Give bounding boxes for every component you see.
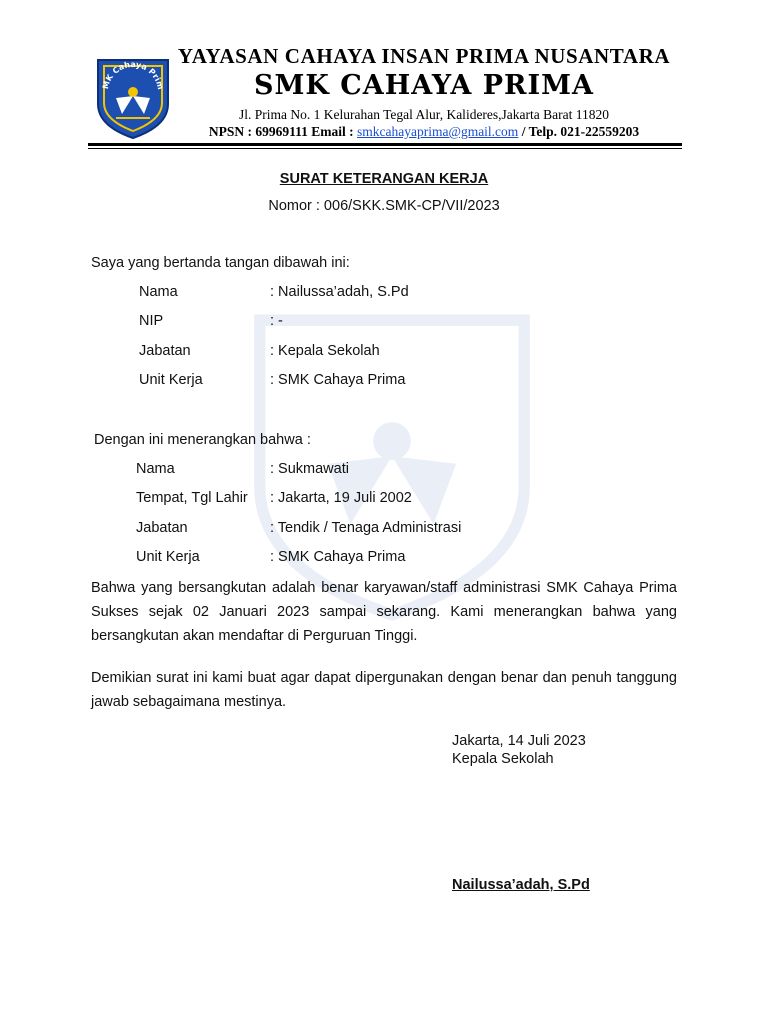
phone: / Telp. 021-22559203 — [521, 124, 640, 139]
school-name: SMK CAHAYA PRIMA — [254, 70, 594, 101]
signer-name-label: Nama — [139, 284, 178, 300]
place-date: Jakarta, 14 Juli 2023 — [452, 733, 586, 749]
letter-title: SURAT KETERANGAN KERJA — [279, 171, 489, 187]
statement-paragraph: Bahwa yang bersangkutan adalah benar karyawan/staff administrasi SMK Cahaya Prima Sukses sejak 02 Januari 2023 sampai sekarang. Kami menerangkan bahwa yang bersangkutan akan mendaftar di Perguruan Tinggi. — [91, 580, 677, 644]
letterhead-divider-thick — [88, 143, 682, 146]
signer-unit-label: Unit Kerja — [139, 372, 203, 388]
logo-text: MK Cahaya Prim — [101, 59, 166, 91]
signer-nip-label: NIP — [139, 313, 164, 329]
signature-name: Nailussa’adah, S.Pd — [452, 877, 590, 893]
foundation-name: YAYASAN CAHAYA INSAN PRIMA NUSANTARA — [177, 44, 671, 68]
signer-unit-value: : SMK Cahaya Prima — [270, 372, 406, 388]
signer-position-label: Jabatan — [139, 343, 191, 359]
declaration-text: Dengan ini menerangkan bahwa : — [94, 432, 311, 448]
npsn-label: NPSN : — [208, 124, 253, 139]
employee-position-value: : Tendik / Tenaga Administrasi — [270, 520, 462, 536]
email-link[interactable]: smkcahayaprima@gmail.com — [357, 124, 519, 139]
employee-unit-label: Unit Kerja — [136, 549, 200, 565]
letter-number: Nomor : 006/SKK.SMK-CP/VII/2023 — [268, 198, 500, 214]
email-label: Email : — [311, 124, 354, 139]
school-address: Jl. Prima No. 1 Kelurahan Tegal Alur, Kalideres,Jakarta Barat 11820 — [238, 107, 610, 122]
signer-position-value: : Kepala Sekolah — [270, 343, 380, 359]
signer-nip-value: : - — [270, 313, 283, 329]
school-logo — [90, 52, 176, 142]
employee-unit-value: : SMK Cahaya Prima — [270, 549, 406, 565]
signer-name-value: : Nailussa’adah, S.Pd — [270, 284, 409, 300]
employee-birth-value: : Jakarta, 19 Juli 2002 — [270, 490, 412, 506]
school-contact — [176, 124, 672, 140]
signer-position-title: Kepala Sekolah — [452, 751, 554, 767]
employee-name-label: Nama — [136, 461, 175, 477]
intro-text: Saya yang bertanda tangan dibawah ini: — [91, 255, 350, 271]
employee-position-label: Jabatan — [136, 520, 188, 536]
closing-paragraph: Demikian surat ini kami buat agar dapat dipergunakan dengan benar dan penuh tanggung jawab sebagaimana mestinya. — [91, 670, 677, 710]
employee-birth-label: Tempat, Tgl Lahir — [136, 490, 248, 506]
npsn-value: 69969111 — [255, 124, 308, 139]
letterhead-divider-thin — [88, 148, 682, 149]
employee-name-value: : Sukmawati — [270, 461, 349, 477]
